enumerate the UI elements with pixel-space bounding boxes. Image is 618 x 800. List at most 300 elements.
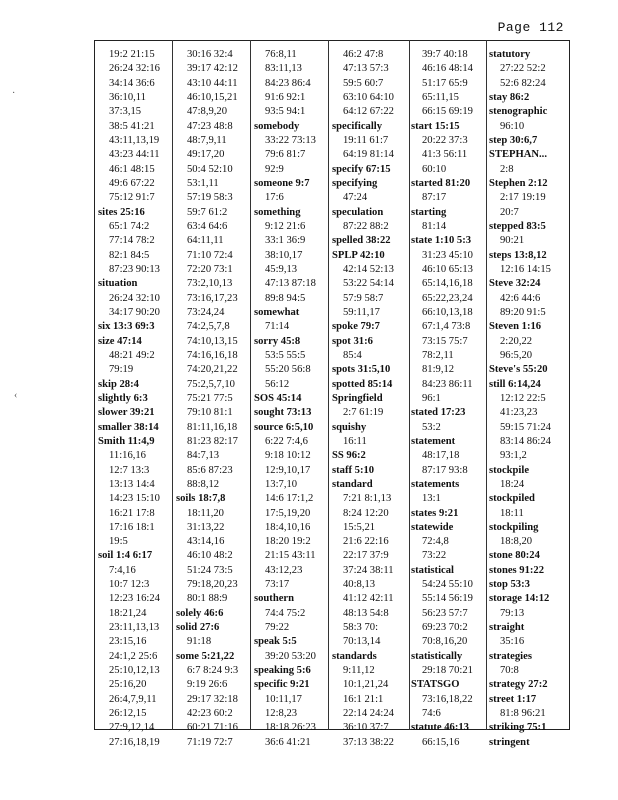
index-term: STATSGO: [411, 679, 460, 691]
index-citation: 70:8,16,20: [422, 636, 468, 648]
index-citation: 89:20 91:5: [500, 306, 546, 318]
index-citation: 41:12 42:11: [343, 593, 394, 605]
index-term: statewide: [411, 521, 454, 533]
index-citation: 7:4,16: [109, 564, 136, 576]
index-citation: 16:11: [343, 435, 367, 447]
index-term: step 30:6,7: [489, 134, 538, 146]
index-citation: 75:12 91:7: [109, 192, 155, 204]
index-citation: 25:10,12,13: [109, 665, 160, 677]
index-term: speak 5:5: [254, 636, 297, 648]
index-citation: 79:10 81:1: [187, 407, 233, 419]
index-citation: 53:2: [422, 421, 441, 433]
index-citation: 74:10,13,15: [187, 335, 238, 347]
index-citation: 15:5,21: [343, 521, 376, 533]
index-citation: 6:22 7:4,6: [265, 435, 308, 447]
index-citation: 12:23 16:24: [109, 593, 160, 605]
index-citation: 90:21: [500, 235, 525, 247]
index-citation: 9:12 21:6: [265, 220, 306, 232]
index-citation: 79:22: [265, 622, 290, 634]
index-citation: 72:4,8: [422, 536, 449, 548]
index-citation: 17:16 18:1: [109, 521, 155, 533]
index-term: spoke 79:7: [332, 321, 380, 333]
index-citation: 88:8,12: [187, 478, 220, 490]
index-citation: 25:16,20: [109, 679, 147, 691]
index-citation: 53:5 55:5: [265, 349, 306, 361]
index-term: spots 31:5,10: [332, 364, 391, 376]
index-citation: 2:7 61:19: [343, 407, 384, 419]
index-citation: 43:14,16: [187, 536, 225, 548]
index-citation: 96:5,20: [500, 349, 533, 361]
index-citation: 31:23 45:10: [422, 249, 473, 261]
index-citation: 75:21 77:5: [187, 392, 233, 404]
index-citation: 71:14: [265, 321, 290, 333]
index-citation: 91:6 92:1: [265, 91, 306, 103]
index-citation: 59:15 71:24: [500, 421, 551, 433]
index-citation: 18:11: [500, 507, 524, 519]
index-citation: 22:17 37:9: [343, 550, 389, 562]
index-citation: 57:19 58:3: [187, 192, 233, 204]
index-citation: 39:7 40:18: [422, 49, 468, 60]
index-citation: 74:20,21,22: [187, 364, 238, 376]
index-term: solid 27:6: [176, 622, 220, 634]
index-citation: 66:15,16: [422, 736, 460, 748]
index-citation: 74:16,16,18: [187, 349, 238, 361]
index-term: slightly 6:3: [98, 392, 148, 404]
index-citation: 64:12 67:22: [343, 106, 394, 118]
index-citation: 26:24 32:10: [109, 292, 160, 304]
index-citation: 27:9,12,14: [109, 722, 155, 734]
index-citation: 74:4 75:2: [265, 607, 306, 619]
index-term: start 15:15: [411, 120, 460, 132]
index-term: steps 13:8,12: [489, 249, 547, 261]
index-column-4: [332, 48, 407, 748]
index-term: sought 73:13: [254, 407, 312, 419]
index-citation: 21:15 43:11: [265, 550, 316, 562]
index-citation: 9:19 26:6: [187, 679, 228, 691]
index-citation: 69:23 70:2: [422, 622, 468, 634]
index-citation: 66:10,13,18: [422, 306, 473, 318]
column-divider: [409, 40, 410, 730]
index-citation: 73:16,17,23: [187, 292, 238, 304]
index-citation: 48:13 54:8: [343, 607, 389, 619]
column-divider: [328, 40, 329, 730]
margin-speck: ·: [12, 88, 16, 99]
index-citation: 71:10 72:4: [187, 249, 233, 261]
index-citation: 18:21,24: [109, 607, 147, 619]
index-citation: 12:8,23: [265, 708, 298, 720]
index-citation: 14:6 17:1,2: [265, 493, 314, 505]
index-citation: 6:7 8:24 9:3: [187, 665, 239, 677]
index-term: southern: [254, 593, 295, 605]
index-citation: 81:9,12: [422, 364, 455, 376]
index-term: speaking 5:6: [254, 665, 311, 677]
index-citation: 18:20 19:2: [265, 536, 311, 548]
index-term: soils 18:7,8: [176, 493, 226, 505]
index-term: statutory: [489, 49, 531, 60]
index-citation: 46:2 47:8: [343, 49, 384, 60]
index-citation: 9:18 10:12: [265, 450, 311, 462]
index-citation: 36:10 37:7: [343, 722, 389, 734]
index-term: started 81:20: [411, 177, 471, 189]
index-citation: 12:7 13:3: [109, 464, 150, 476]
index-term: spot 31:6: [332, 335, 373, 347]
index-citation: 21:6 22:16: [343, 536, 389, 548]
index-citation: 74:2,5,7,8: [187, 321, 230, 333]
index-citation: 27:16,18,19: [109, 736, 160, 748]
index-citation: 75:2,5,7,10: [187, 378, 235, 390]
column-divider: [250, 40, 251, 730]
index-term: SPLP 42:10: [332, 249, 385, 261]
index-citation: 81:8 96:21: [500, 708, 546, 720]
index-citation: 83:14 86:24: [500, 435, 551, 447]
index-citation: 39:20 53:20: [265, 650, 316, 662]
index-citation: 78:2,11: [422, 349, 454, 361]
index-term: stockpiling: [489, 521, 539, 533]
index-citation: 29:17 32:18: [187, 693, 238, 705]
index-citation: 80:1 88:9: [187, 593, 228, 605]
index-term: smaller 38:14: [98, 421, 159, 433]
index-term: statistically: [411, 650, 463, 662]
index-citation: 13:13 14:4: [109, 478, 155, 490]
index-term: standard: [332, 478, 373, 490]
index-term: slower 39:21: [98, 407, 155, 419]
index-citation: 96:10: [500, 120, 525, 132]
index-citation: 92:9: [265, 163, 284, 175]
index-term: street 1:17: [489, 693, 537, 705]
index-term: sites 25:16: [98, 206, 145, 218]
index-citation: 20:7: [500, 206, 519, 218]
index-citation: 33:22 73:13: [265, 134, 316, 146]
index-citation: 43:23 44:11: [109, 149, 160, 161]
index-citation: 87:23 90:13: [109, 263, 160, 275]
index-citation: 2:8: [500, 163, 514, 175]
index-citation: 79:6 81:7: [265, 149, 306, 161]
index-term: Smith 11:4,9: [98, 435, 155, 447]
index-term: statistical: [411, 564, 454, 576]
index-citation: 71:19 72:7: [187, 736, 233, 748]
index-citation: 48:7,9,11: [187, 134, 227, 146]
index-term: straight: [489, 622, 525, 634]
index-citation: 55:14 56:19: [422, 593, 473, 605]
index-citation: 64:19 81:14: [343, 149, 394, 161]
index-term: state 1:10 5:3: [411, 235, 472, 247]
index-citation: 66:15 69:19: [422, 106, 473, 118]
index-citation: 60:10: [422, 163, 447, 175]
index-citation: 34:14 36:6: [109, 77, 155, 89]
index-citation: 31:13,22: [187, 521, 225, 533]
index-citation: 9:11,12: [343, 665, 375, 677]
index-citation: 87:17: [422, 192, 447, 204]
index-citation: 16:21 17:8: [109, 507, 155, 519]
index-term: stenographic: [489, 106, 548, 118]
index-citation: 47:23 48:8: [187, 120, 233, 132]
index-citation: 2:20,22: [500, 335, 533, 347]
index-term: squishy: [332, 421, 367, 433]
index-citation: 65:1 74:2: [109, 220, 150, 232]
index-citation: 58:3 70:: [343, 622, 379, 634]
index-citation: 55:20 56:8: [265, 364, 311, 376]
index-citation: 52:6 82:24: [500, 77, 546, 89]
index-term: size 47:14: [98, 335, 142, 347]
index-citation: 16:1 21:1: [343, 693, 384, 705]
index-term: source 6:5,10: [254, 421, 314, 433]
index-citation: 11:16,16: [109, 450, 146, 462]
index-citation: 63:4 64:6: [187, 220, 228, 232]
index-citation: 84:7,13: [187, 450, 220, 462]
index-citation: 67:1,4 73:8: [422, 321, 471, 333]
index-term: Springfield: [332, 392, 383, 404]
index-citation: 74:6: [422, 708, 441, 720]
index-citation: 19:11 61:7: [343, 134, 389, 146]
index-citation: 39:17 42:12: [187, 63, 238, 75]
index-citation: 33:1 36:9: [265, 235, 306, 247]
index-term: something: [254, 206, 301, 218]
index-citation: 13:1: [422, 493, 441, 505]
index-citation: 49:17,20: [187, 149, 225, 161]
index-citation: 43:12,23: [265, 564, 303, 576]
column-divider: [486, 40, 487, 730]
index-term: spelled 38:22: [332, 235, 391, 247]
index-citation: 42:6 44:6: [500, 292, 541, 304]
index-column-2: [176, 48, 248, 748]
index-term: strategy 27:2: [489, 679, 548, 691]
index-citation: 17:6: [265, 192, 284, 204]
index-term: somebody: [254, 120, 300, 132]
index-citation: 26:24 32:16: [109, 63, 160, 75]
index-citation: 41:3 56:11: [422, 149, 468, 161]
index-term: sorry 45:8: [254, 335, 301, 347]
index-citation: 26:12,15: [109, 708, 147, 720]
index-citation: 23:11,13,13: [109, 622, 160, 634]
index-citation: 59:7 61:2: [187, 206, 228, 218]
index-term: spotted 85:14: [332, 378, 393, 390]
index-citation: 12:16 14:15: [500, 263, 551, 275]
index-citation: 34:17 90:20: [109, 306, 160, 318]
index-citation: 53:1,11: [187, 177, 219, 189]
index-citation: 38:10,17: [265, 249, 303, 261]
index-citation: 89:8 94:5: [265, 292, 306, 304]
index-term: specific 9:21: [254, 679, 310, 691]
index-citation: 79:19: [109, 364, 134, 376]
index-citation: 73:24,24: [187, 306, 225, 318]
index-citation: 73:17: [265, 579, 290, 591]
index-term: stay 86:2: [489, 91, 530, 103]
index-term: specifying: [332, 177, 378, 189]
index-citation: 53:22 54:14: [343, 278, 394, 290]
index-citation: 46:10,15,21: [187, 91, 238, 103]
index-term: skip 28:4: [98, 378, 139, 390]
index-column-1: [98, 48, 170, 748]
index-citation: 42:23 60:2: [187, 708, 233, 720]
index-term: six 13:3 69:3: [98, 321, 155, 333]
index-citation: 81:23 82:17: [187, 435, 238, 447]
index-citation: 91:18: [187, 636, 212, 648]
index-citation: 65:22,23,24: [422, 292, 473, 304]
index-term: statute 46:13: [411, 722, 469, 734]
index-term: stated 17:23: [411, 407, 466, 419]
index-citation: 18:8,20: [500, 536, 533, 548]
index-term: SS 96:2: [332, 450, 366, 462]
index-citation: 35:16: [500, 636, 525, 648]
index-citation: 26:4,7,9,11: [109, 693, 157, 705]
index-term: staff 5:10: [332, 464, 375, 476]
index-citation: 17:5,19,20: [265, 507, 311, 519]
index-citation: 36:6 41:21: [265, 736, 311, 748]
index-citation: 10:11,17: [265, 693, 302, 705]
index-citation: 47:24: [343, 192, 368, 204]
index-citation: 96:1: [422, 392, 441, 404]
index-term: states 9:21: [411, 507, 459, 519]
index-term: specifically: [332, 120, 383, 132]
index-citation: 73:2,10,13: [187, 278, 233, 290]
index-citation: 47:13 87:18: [265, 278, 316, 290]
index-citation: 73:16,18,22: [422, 693, 473, 705]
index-citation: 63:10 64:10: [343, 91, 394, 103]
page-number: Page 112: [497, 20, 564, 35]
index-citation: 59:11,17: [343, 306, 380, 318]
index-citation: 70:13,14: [343, 636, 381, 648]
index-term: statement: [411, 435, 456, 447]
index-term: Stephen 2:12: [489, 177, 548, 189]
index-citation: 27:22 52:2: [500, 63, 546, 75]
index-citation: 43:11,13,19: [109, 134, 160, 146]
index-citation: 45:9,13: [265, 263, 298, 275]
index-citation: 41:23,23: [500, 407, 538, 419]
index-term: Steve's 55:20: [489, 364, 548, 376]
column-divider: [172, 40, 173, 730]
index-citation: 48:21 49:2: [109, 349, 155, 361]
index-citation: 47:8,9,20: [187, 106, 228, 118]
index-citation: 7:21 8:1,13: [343, 493, 392, 505]
index-citation: 22:14 24:24: [343, 708, 394, 720]
index-term: some 5:21,22: [176, 650, 235, 662]
index-term: somewhat: [254, 306, 300, 318]
index-citation: 81:14: [422, 220, 447, 232]
index-citation: 56:12: [265, 378, 290, 390]
index-citation: 79:18,20,23: [187, 579, 238, 591]
index-citation: 46:16 48:14: [422, 63, 473, 75]
index-term: Steve 32:24: [489, 278, 541, 290]
index-citation: 2:17 19:19: [500, 192, 546, 204]
index-citation: 19:5: [109, 536, 128, 548]
index-citation: 23:15,16: [109, 636, 147, 648]
index-citation: 13:7,10: [265, 478, 298, 490]
index-citation: 82:1 84:5: [109, 249, 150, 261]
index-citation: 20:22 37:3: [422, 134, 468, 146]
index-term: soil 1:4 6:17: [98, 550, 153, 562]
index-citation: 8:24 12:20: [343, 507, 389, 519]
index-citation: 87:17 93:8: [422, 464, 468, 476]
index-citation: 60:21 71:16: [187, 722, 238, 734]
index-citation: 36:10,11: [109, 91, 146, 103]
index-citation: 14:23 15:10: [109, 493, 160, 505]
index-term: SOS 45:14: [254, 392, 302, 404]
index-citation: 10:1,21,24: [343, 679, 389, 691]
index-term: stepped 83:5: [489, 220, 546, 232]
index-column-3: [254, 48, 326, 748]
index-term: stringent: [489, 736, 530, 748]
index-citation: 37:24 38:11: [343, 564, 394, 576]
index-citation: 64:11,11: [187, 235, 224, 247]
index-term: strategies: [489, 650, 532, 662]
index-citation: 50:4 52:10: [187, 163, 233, 175]
index-citation: 83:11,13: [265, 63, 302, 75]
index-citation: 29:18 70:21: [422, 665, 473, 677]
index-citation: 81:11,16,18: [187, 421, 238, 433]
index-citation: 85:4: [343, 349, 362, 361]
index-term: solely 46:6: [176, 607, 224, 619]
index-term: standards: [332, 650, 377, 662]
index-term: statements: [411, 478, 460, 490]
index-citation: 65:14,16,18: [422, 278, 473, 290]
index-citation: 84:23 86:11: [422, 378, 473, 390]
index-citation: 51:17 65:9: [422, 77, 468, 89]
index-term: situation: [98, 278, 138, 290]
index-citation: 87:22 88:2: [343, 220, 389, 232]
index-citation: 51:24 73:5: [187, 564, 233, 576]
index-citation: 10:7 12:3: [109, 579, 150, 591]
index-citation: 48:17,18: [422, 450, 460, 462]
index-term: speculation: [332, 206, 384, 218]
index-column-5: [411, 48, 484, 748]
index-citation: 37:13 38:22: [343, 736, 394, 748]
index-term: storage 14:12: [489, 593, 550, 605]
index-term: stop 53:3: [489, 579, 530, 591]
index-citation: 65:11,15: [422, 91, 459, 103]
index-citation: 42:14 52:13: [343, 263, 394, 275]
index-citation: 77:14 78:2: [109, 235, 155, 247]
index-column-6: [489, 48, 568, 748]
index-term: striking 75:1: [489, 722, 547, 734]
index-term: starting: [411, 206, 447, 218]
index-citation: 70:8: [500, 665, 519, 677]
margin-speck: ‹: [14, 390, 18, 401]
index-citation: 40:8,13: [343, 579, 376, 591]
index-citation: 84:23 86:4: [265, 77, 311, 89]
index-citation: 43:10 44:11: [187, 77, 238, 89]
index-citation: 18:11,20: [187, 507, 224, 519]
index-term: Steven 1:16: [489, 321, 542, 333]
index-citation: 46:10 65:13: [422, 263, 473, 275]
index-citation: 47:13 57:3: [343, 63, 389, 75]
index-term: stockpile: [489, 464, 530, 476]
index-citation: 18:24: [500, 478, 525, 490]
index-citation: 19:2 21:15: [109, 49, 155, 60]
index-citation: 59:5 60:7: [343, 77, 384, 89]
index-citation: 12:12 22:5: [500, 392, 546, 404]
index-citation: 49:6 67:22: [109, 177, 155, 189]
index-term: stockpiled: [489, 493, 535, 505]
index-citation: 57:9 58:7: [343, 292, 384, 304]
index-citation: 56:23 57:7: [422, 607, 468, 619]
index-term: stone 80:24: [489, 550, 540, 562]
index-citation: 38:5 41:21: [109, 120, 155, 132]
index-term: still 6:14,24: [489, 378, 541, 390]
index-citation: 46:10 48:2: [187, 550, 233, 562]
index-term: stones 91:22: [489, 564, 545, 576]
index-citation: 18:4,10,16: [265, 521, 311, 533]
index-citation: 93:5 94:1: [265, 106, 306, 118]
index-citation: 18:18 26:23: [265, 722, 316, 734]
index-citation: 24:1,2 25:6: [109, 650, 158, 662]
index-citation: 73:15 75:7: [422, 335, 468, 347]
index-citation: 30:16 32:4: [187, 49, 233, 60]
index-term: someone 9:7: [254, 177, 310, 189]
index-citation: 73:22: [422, 550, 447, 562]
index-citation: 85:6 87:23: [187, 464, 233, 476]
index-citation: 76:8,11: [265, 49, 297, 60]
index-citation: 46:1 48:15: [109, 163, 155, 175]
